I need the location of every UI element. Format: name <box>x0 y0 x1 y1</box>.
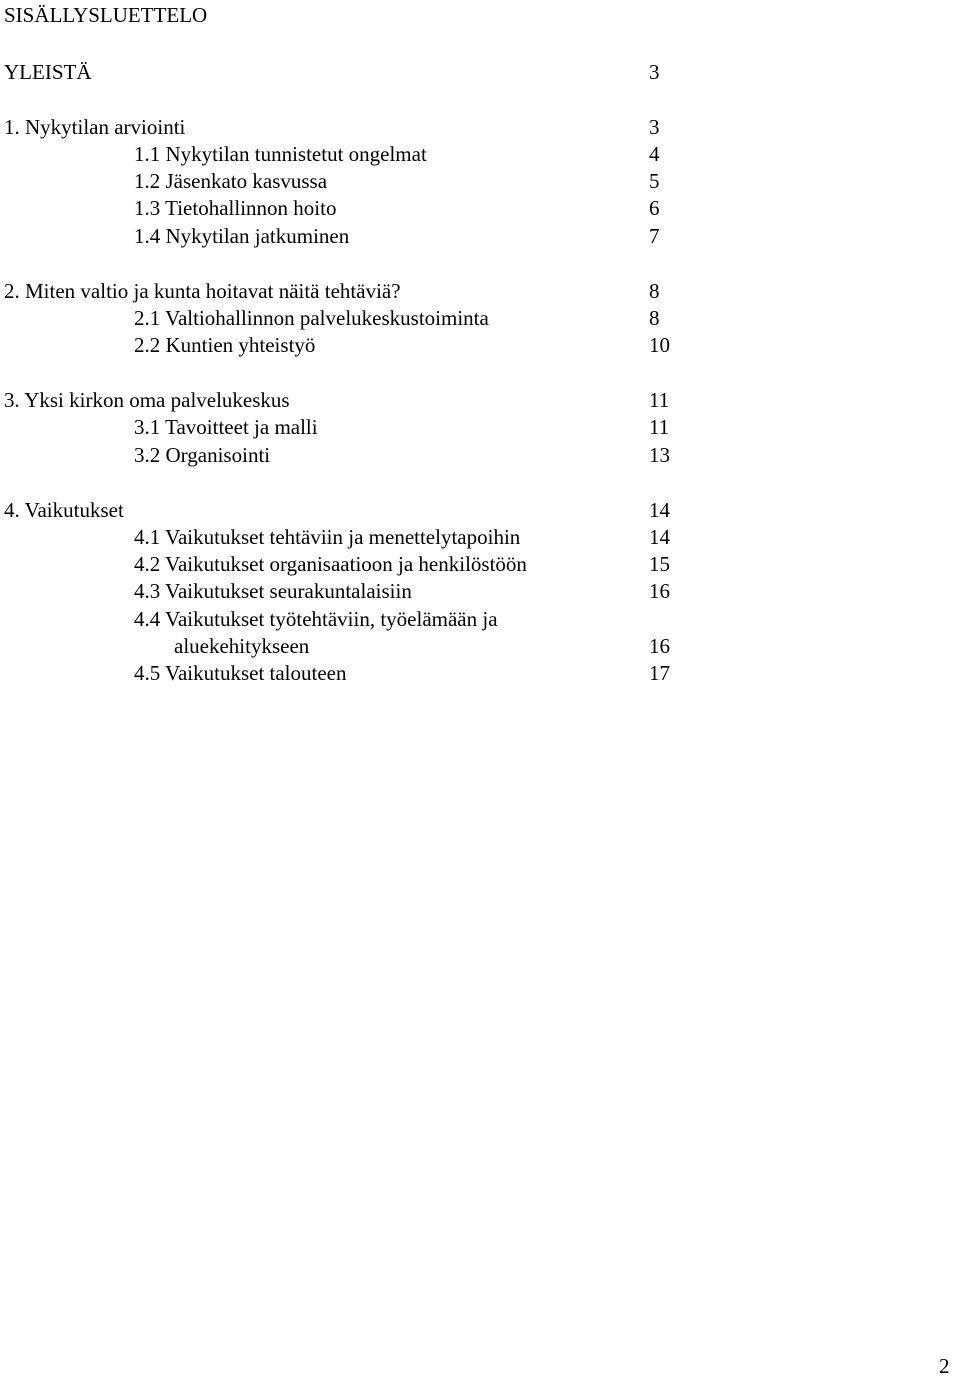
toc-entry-text: 4. Vaikutukset <box>4 498 124 522</box>
toc-entry-text: 3.1 Tavoitteet ja malli <box>134 415 318 439</box>
toc-entry-page: 16 <box>649 634 670 658</box>
toc-entry-page: 6 <box>649 196 660 220</box>
toc-entry-page: 14 <box>649 525 670 549</box>
toc-entry-text: 1.2 Jäsenkato kasvussa <box>134 169 328 193</box>
toc-entry-text: 4.3 Vaikutukset seurakuntalaisiin <box>134 579 412 603</box>
page-number: 2 <box>939 1354 950 1378</box>
toc-entry-text: 4.4 Vaikutukset työtehtäviin, työelämään ja <box>134 607 498 631</box>
toc-entry-page: 11 <box>649 415 670 439</box>
toc-entry-text: 1.1 Nykytilan tunnistetut ongelmat <box>134 142 427 166</box>
toc-entry-text: 2. Miten valtio ja kunta hoitavat näitä tehtäviä? <box>4 279 401 303</box>
toc-heading: SISÄLLYSLUETTELO <box>4 3 208 27</box>
toc-entry-page: 4 <box>649 142 660 166</box>
toc-entry-page: 8 <box>649 306 660 330</box>
toc-entry-page: 15 <box>649 552 670 576</box>
toc-entry-page: 3 <box>649 115 660 139</box>
toc-entry-text: 2.2 Kuntien yhteistyö <box>134 333 316 357</box>
toc-entry-page: 16 <box>649 579 670 603</box>
toc-entry-text: 3.2 Organisointi <box>134 443 271 467</box>
toc-entry-text: aluekehitykseen <box>174 634 310 658</box>
toc-entry-page: 8 <box>649 279 660 303</box>
toc-entry-page: 17 <box>649 661 670 685</box>
toc-entry-page: 5 <box>649 169 660 193</box>
toc-entry-text: 4.5 Vaikutukset talouteen <box>134 661 347 685</box>
toc-entry-page: 14 <box>649 498 670 522</box>
toc-entry-page: 7 <box>649 224 660 248</box>
toc-entry-text: 3. Yksi kirkon oma palvelukeskus <box>4 388 290 412</box>
toc-entry-text: 4.1 Vaikutukset tehtäviin ja menettelytapoihin <box>134 525 521 549</box>
toc-entry-text: 1.3 Tietohallinnon hoito <box>134 196 337 220</box>
toc-entry-text: 4.2 Vaikutukset organisaatioon ja henkilöstöön <box>134 552 527 576</box>
toc-entry-text: 1. Nykytilan arviointi <box>4 115 186 139</box>
toc-entry-text: 1.4 Nykytilan jatkuminen <box>134 224 350 248</box>
toc-entry-page: 3 <box>649 60 660 84</box>
toc-entry-page: 11 <box>649 388 670 412</box>
toc-entry-text: YLEISTÄ <box>4 60 92 84</box>
toc-entry-text: 2.1 Valtiohallinnon palvelukeskustoiminta <box>134 306 489 330</box>
toc-entry-page: 13 <box>649 443 670 467</box>
toc-entry-page: 10 <box>649 333 670 357</box>
